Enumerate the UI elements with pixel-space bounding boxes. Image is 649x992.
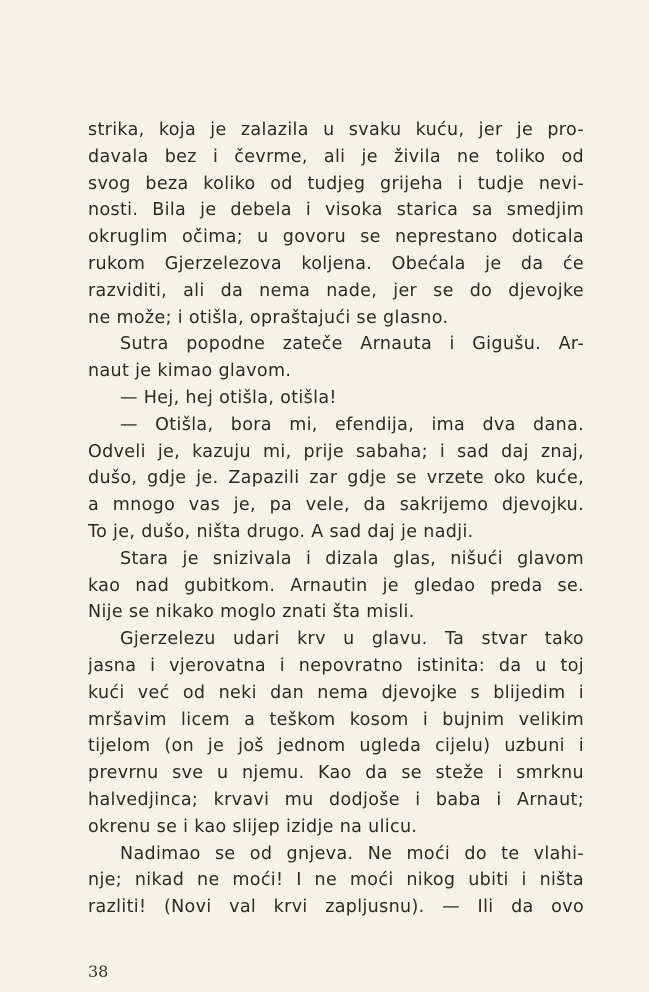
text-line: kući već od neki dan nema djevojke s blijedim i [88,682,584,703]
text-line: dušo, gdje je. Zapazili zar gdje se vrzete oko kuće, [88,468,584,489]
text-line: Gjerzelezu udari krv u glavu. Ta stvar tako [120,629,584,650]
text-line: prevrnu sve u njemu. Kao da se steže i smrknu [88,763,584,784]
dialogue-line: — Otišla, bora mi, efendija, ima dva dana. [120,414,584,435]
text-line: rukom Gjerzelezova koljena. Obećala je da će [88,253,584,274]
text-line: To je, dušo, ništa drugo. A sad daj je nadji. [88,521,474,542]
text-line: kao nad gubitkom. Arnautin je gledao preda se. [88,575,584,596]
text-line: Stara je snizivala i dizala glas, nišući glavom [120,548,584,569]
text-line: ne može; i otišla, opraštajući se glasno. [88,307,449,328]
text-line: naut je kimao glavom. [88,361,292,382]
text-line: jasna i vjerovatna i nepovratno istinita: da u toj [88,655,584,676]
dialogue-line: — Hej, hej otišla, otišla! [120,387,337,408]
text-line: tijelom (on je još jednom ugleda cijelu) uzbuni i [88,736,584,757]
text-line: Odveli je, kazuju mi, prije sabaha; i sad daj znaj, [88,441,584,462]
text-line: razliti! (Novi val krvi zapljusnu). — Ili da ovo [88,897,584,918]
body-text [88,117,584,921]
text-line: a mnogo vas je, pa vele, da sakrijemo djevojku. [88,495,584,516]
text-line: strika, koja je zalazila u svaku kuću, jer je pro- [88,120,584,140]
text-line: okruglim očima; u govoru se neprestano doticala [88,227,584,248]
text-line: nje; nikad ne moći! I ne moći nikog ubiti i ništa [88,870,584,891]
text-line: okrenu se i kao slijep izidje na ulicu. [88,816,418,837]
text-line: halvedjinca; krvavi mu dodjoše i baba i Arnaut; [88,789,584,810]
page-number: 38 [88,962,109,981]
text-line: nosti. Bila je debela i visoka starica sa smedjim [88,200,584,221]
text-line: svog beza koliko od tudjeg grijeha i tudje nevi- [88,173,584,194]
text-line: davala bez i čevrme, ali je živila ne toliko od [88,146,584,167]
text-line: Nije se nikako moglo znati šta misli. [88,602,415,623]
text-line: mršavim licem a teškom kosom i bujnim velikim [88,709,584,730]
text-line: Sutra popodne zateče Arnauta i Gigušu. Ar- [120,334,584,355]
text-line: razviditi, ali da nema nade, jer se do djevojke [88,280,584,301]
text-line: Nadimao se od gnjeva. Ne moći do te vlahi- [120,843,584,864]
